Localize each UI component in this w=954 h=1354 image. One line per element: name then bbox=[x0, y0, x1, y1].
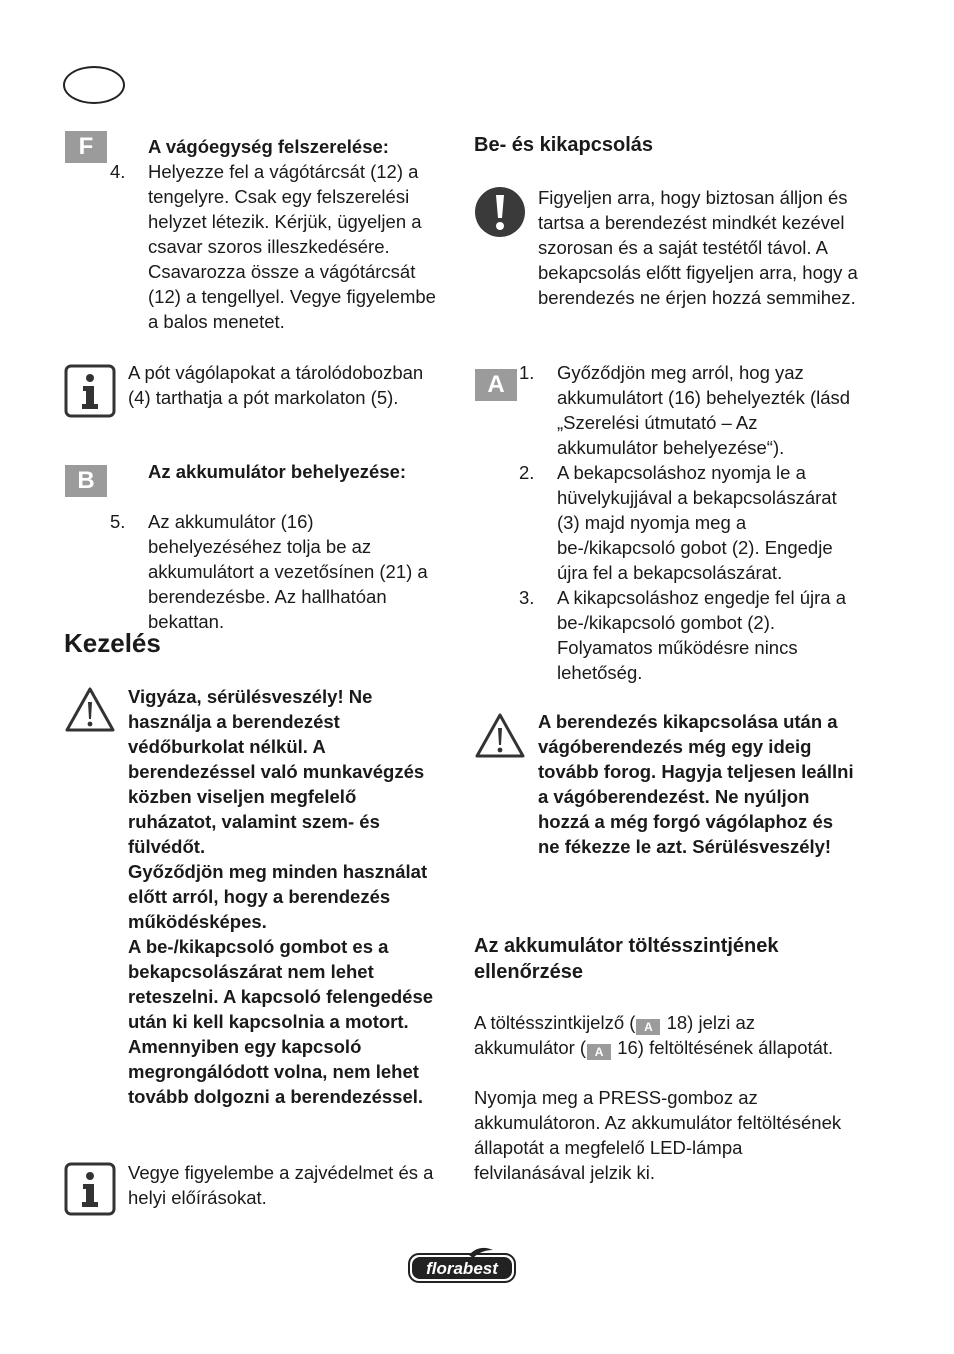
onoff-title: Be- és kikapcsolás bbox=[474, 134, 653, 156]
warning-rotating-blade: A berendezés kikapcsolása után a vágóberendezés még egy ideig tovább forog. Hagyja teljesen leállni a vágóberendezést. Ne nyúljon hozzá a még forgó vágólaphoz és ne fékezze le azt. Sérülésveszély! bbox=[538, 711, 854, 857]
battery-insert-title: Az akkumulátor behelyezése: bbox=[148, 461, 407, 482]
section-title-kezeles: Kezelés bbox=[64, 628, 161, 658]
warning-icon bbox=[474, 712, 526, 760]
caution-stance: Figyeljen arra, hogy biztosan álljon és tartsa a berendezést mindkét kezével szorosan és a saját testétől távol. A bekapcsolás előtt figyeljen arra, hogy a berendezés ne érjen hozzá semmihez. bbox=[538, 187, 858, 308]
step-4-number: 4. bbox=[110, 161, 126, 182]
info-icon bbox=[64, 364, 116, 418]
step-text: A bekapcsoláshoz nyomja le a hüvelykujjával a bekapcsolászárat (3) majd nyomja meg a be-/kikapcsoló gobot (2). Engedje újra fel a bekapcsolászárat. bbox=[557, 462, 837, 583]
step-5-number: 5. bbox=[110, 511, 126, 532]
info-icon bbox=[64, 1162, 116, 1216]
warning-safety-part2: Győződjön meg minden használat előtt arról, hogy a berendezés működésképes. bbox=[128, 861, 428, 932]
figure-ref-badge-f: F bbox=[65, 131, 107, 163]
figure-ref-inline-a: A bbox=[587, 1044, 611, 1060]
step-5-text: Az akkumulátor (16) behelyezéséhez tolja be az akkumulátort a vezetősínen (21) a berendezésbe. Az hallhatóan bekattan. bbox=[148, 511, 428, 632]
figure-ref-badge-a: A bbox=[475, 369, 517, 401]
list-item bbox=[519, 460, 857, 585]
charge-text-a: A töltésszintkijelző ( bbox=[474, 1012, 636, 1033]
exclamation-icon bbox=[474, 186, 526, 238]
figure-ref-inline-a: A bbox=[636, 1019, 660, 1035]
step-text: Győződjön meg arról, hog yaz akkumulátort (16) behelyezték (lásd „Szerelési útmutató – Az akkumulátor behelyezése“). bbox=[557, 362, 851, 458]
warning-safety bbox=[128, 684, 446, 1109]
assembly-title: A vágóegység felszerelése: bbox=[148, 136, 389, 157]
warning-icon bbox=[64, 686, 116, 734]
svg-text:florabest: florabest bbox=[426, 1259, 498, 1278]
list-item bbox=[519, 585, 857, 685]
step-number: 1. bbox=[519, 362, 535, 383]
charge-check-title: Az akkumulátor töltésszintjének ellenőrzése bbox=[474, 935, 779, 983]
step-4 bbox=[110, 159, 445, 334]
warning-safety-part3: A be-/kikapcsoló gombot es a bekapcsolászárat nem lehet reteszelni. A kapcsoló felengedése után ki kell kapcsolnia a motort. Amennyiben egy kapcsoló megrongálódott volna, nem lehet tovább dolgozni a berendezéssel. bbox=[128, 936, 434, 1107]
language-badge-oval bbox=[63, 66, 125, 104]
onoff-steps bbox=[519, 360, 857, 685]
charge-indicator-text bbox=[474, 1010, 854, 1060]
figure-ref-badge-b: B bbox=[65, 465, 107, 497]
step-4-text: Helyezze fel a vágótárcsát (12) a tengelyre. Csak egy felszerelési helyzet létezik. Kérjük, ügyeljen a csavar szoros illeszkedésére. Csavarozza össze a vágótárcsát (12) a tengellyel. Vegye figyelembe a balos menetet. bbox=[148, 161, 436, 332]
step-text: A kikapcsoláshoz engedje fel újra a be-/kikapcsoló gombot (2). Folyamatos működésre nincs lehetőség. bbox=[557, 587, 846, 683]
info-noise: Vegye figyelembe a zajvédelmet és a helyi előírásokat. bbox=[128, 1162, 434, 1208]
florabest-logo bbox=[407, 1246, 517, 1284]
charge-text-b: 18) jelzi az akkumulátor ( bbox=[474, 1012, 756, 1058]
step-number: 3. bbox=[519, 587, 535, 608]
step-number: 2. bbox=[519, 462, 535, 483]
charge-text-c: 16) feltöltésének állapotát. bbox=[612, 1037, 834, 1058]
warning-safety-part1: Vigyáza, sérülésveszély! Ne használja a berendezést védőburkolat nélkül. A berendezéssel való munkavégzés közben viseljen megfelelő ruházatot, valamint szem- és fülvédőt. bbox=[128, 686, 425, 857]
press-button-text: Nyomja meg a PRESS-gomboz az akkumulátoron. Az akkumulátor feltöltésének állapotát a megfelelő LED-lámpa felvilanásával jelzik ki. bbox=[474, 1087, 842, 1183]
list-item bbox=[519, 360, 857, 460]
info-spare-blades: A pót vágólapokat a tárolódobozban (4) tarthatja a pót markolaton (5). bbox=[128, 362, 424, 408]
step-5 bbox=[110, 509, 448, 634]
